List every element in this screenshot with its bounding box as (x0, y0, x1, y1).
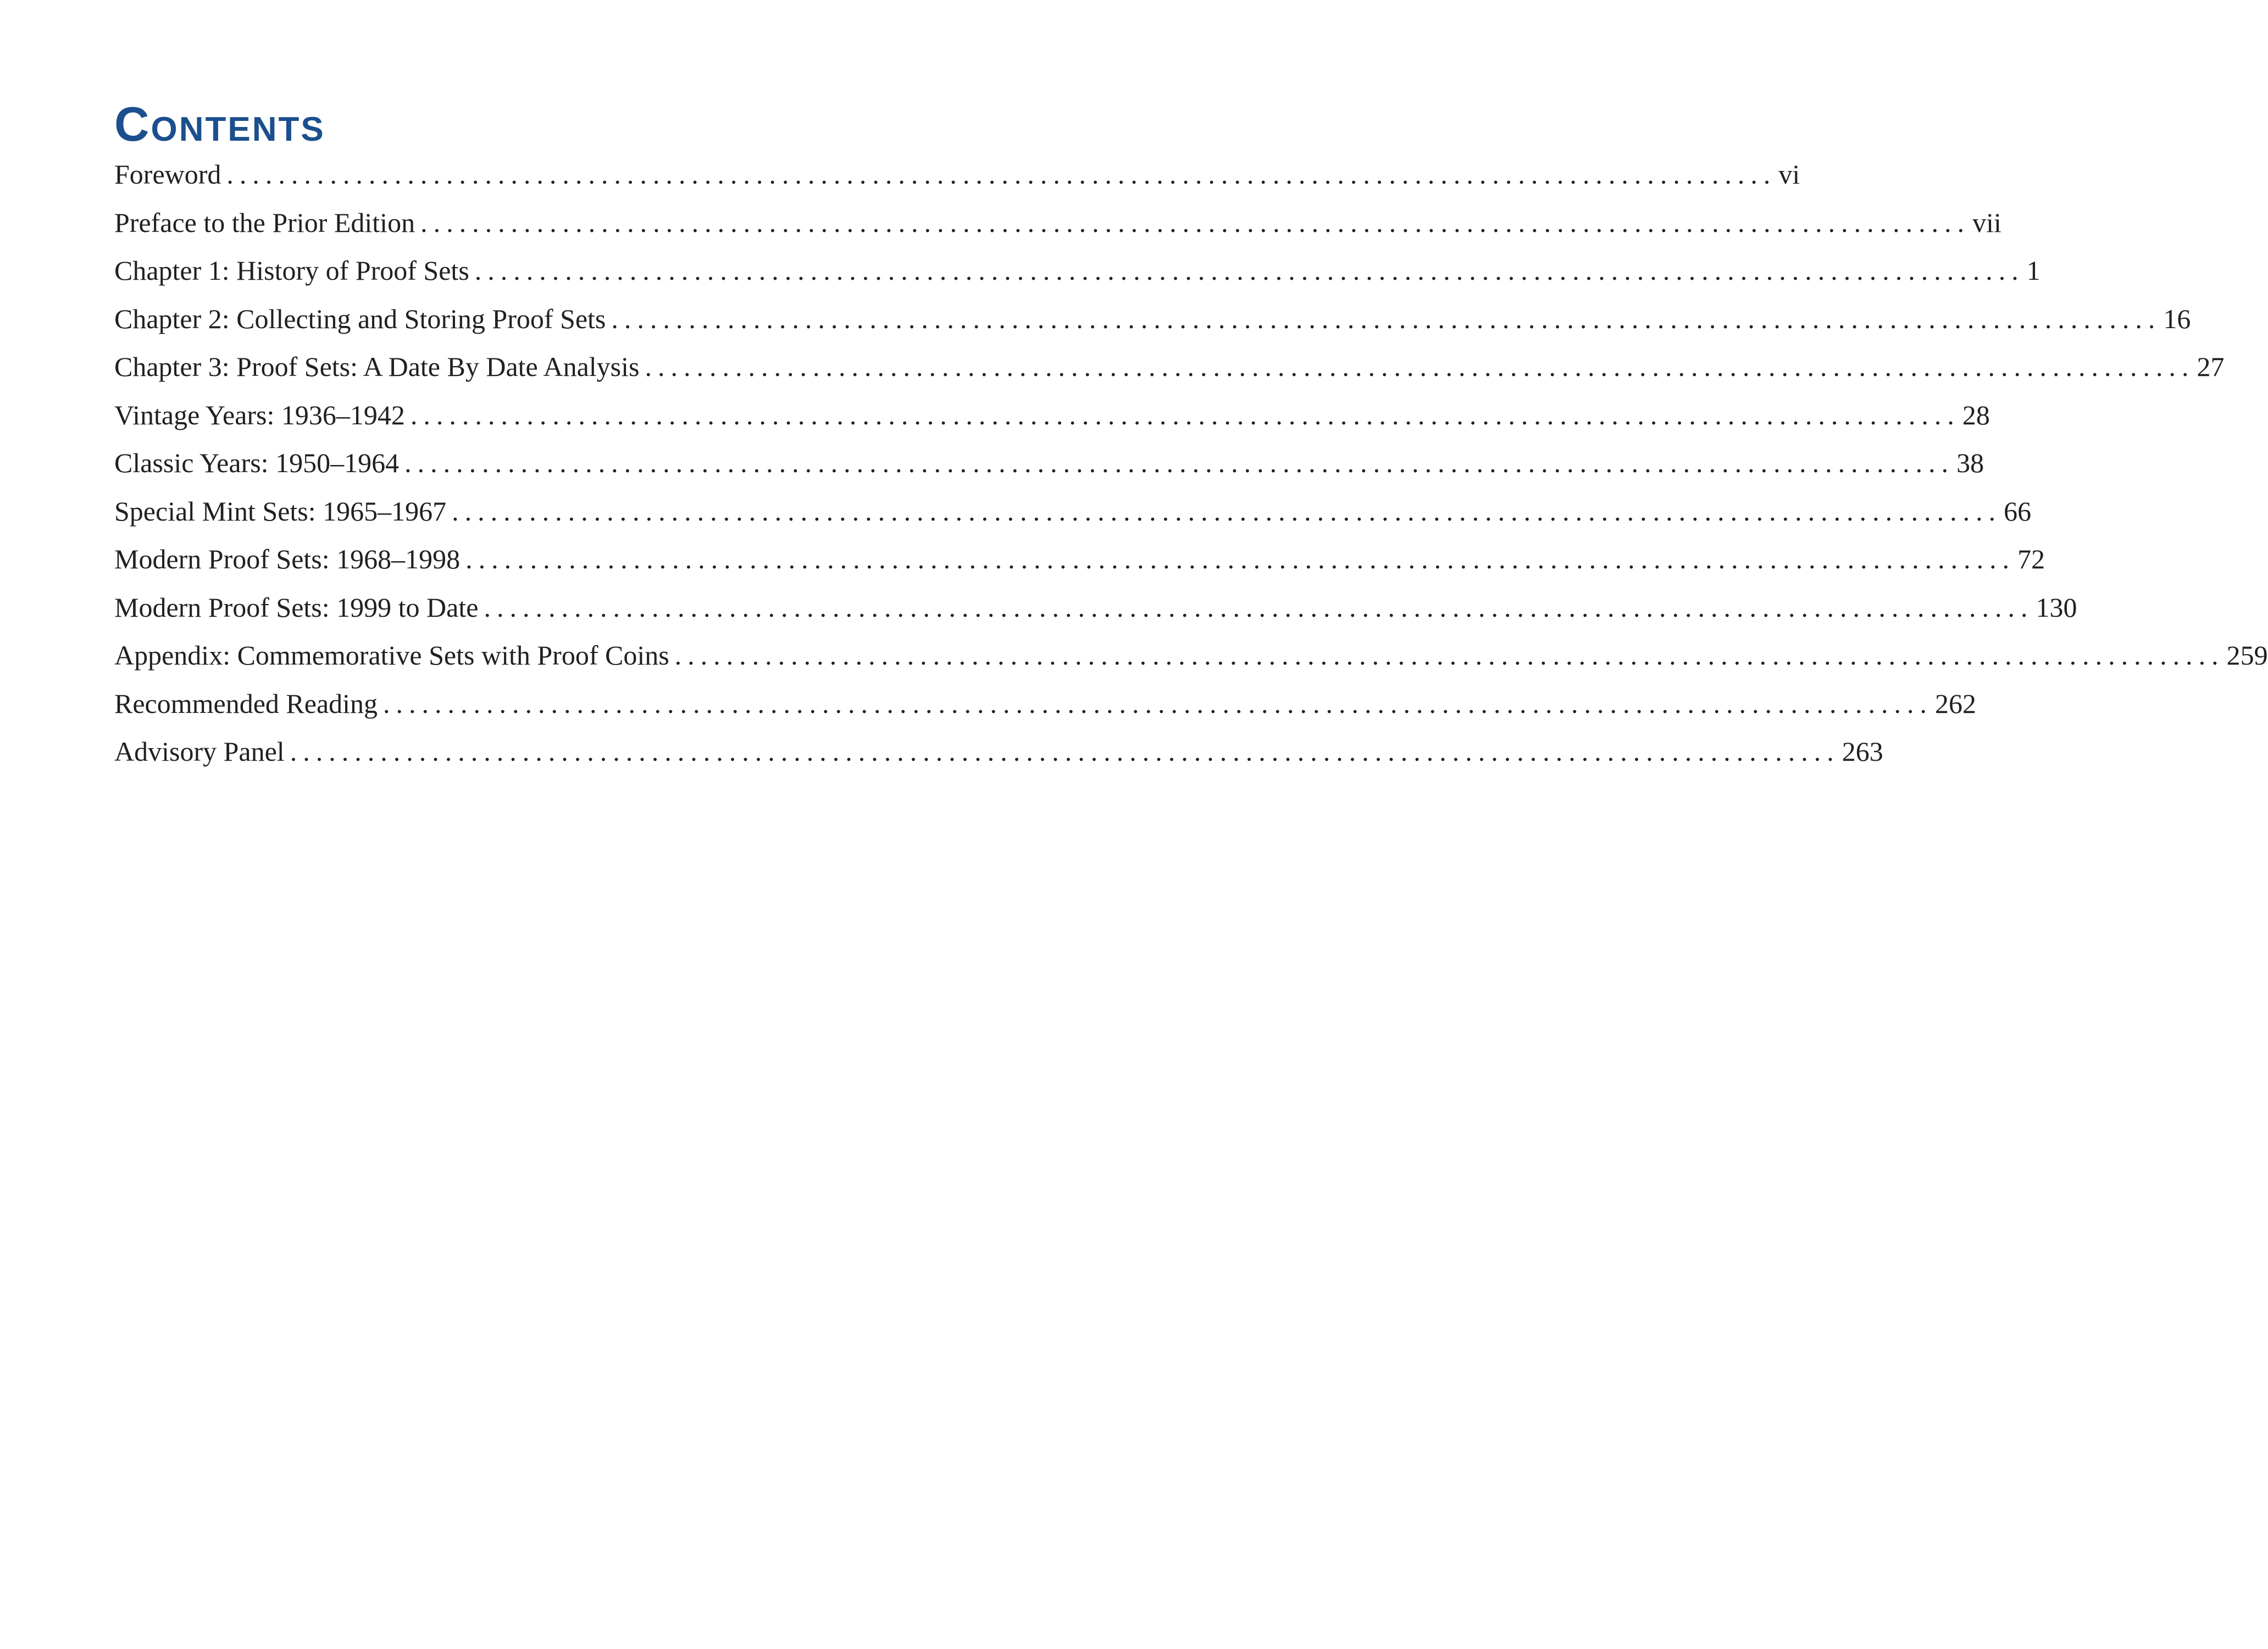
toc-entry (114, 632, 2268, 680)
toc-dot-leader: ........................................................................................................................ (290, 736, 1840, 767)
toc-entry-page: 263 (1842, 736, 1883, 767)
toc-entry-label: Advisory Panel (114, 736, 285, 767)
toc-dot-leader: ........................................................................................................................ (611, 303, 2161, 334)
toc-dot-leader: ........................................................................................................................ (410, 399, 1960, 430)
toc-entry-label: Chapter 1: History of Proof Sets (114, 255, 469, 286)
toc-entry-page: 262 (1935, 688, 1977, 719)
toc-entry-label: Special Mint Sets: 1965–1967 (114, 495, 447, 527)
toc-entry (114, 391, 1990, 440)
toc-entry-label: Recommended Reading (114, 688, 378, 719)
toc-entry (114, 680, 1977, 728)
toc-entry-page: 28 (1962, 399, 1990, 430)
toc-entry (114, 439, 1984, 488)
toc-entry-page: vii (1972, 207, 2001, 238)
toc-entry (114, 199, 2001, 247)
toc-entry-label: Modern Proof Sets: 1968–1998 (114, 544, 461, 574)
toc-entry (114, 295, 2191, 344)
toc-entry-page: 38 (1956, 447, 1984, 478)
toc-entry-label: Vintage Years: 1936–1942 (114, 399, 405, 430)
toc-dot-leader: ........................................................................................................................ (484, 591, 2034, 623)
toc-entry-page: 16 (2163, 303, 2191, 334)
toc-entry-label: Preface to the Prior Edition (114, 207, 415, 238)
table-of-contents (114, 97, 2268, 776)
toc-entry-label: Chapter 3: Proof Sets: A Date By Date Analysis (114, 351, 640, 382)
toc-entry (114, 728, 1883, 776)
toc-entry-page: 72 (2017, 544, 2045, 574)
toc-dot-leader: ........................................................................................................................ (465, 544, 2016, 574)
toc-dot-leader: ........................................................................................................................ (226, 159, 1777, 190)
toc-dot-leader: ........................................................................................................................ (674, 640, 2225, 671)
toc-dot-leader: ........................................................................................................................ (474, 255, 2025, 286)
toc-entry-page: 259 (2226, 640, 2268, 671)
toc-entry (114, 584, 2077, 632)
toc-dot-leader: ........................................................................................................................ (645, 351, 2195, 382)
toc-entry-page: 130 (2036, 591, 2077, 623)
toc-entry-page: 1 (2026, 255, 2040, 286)
toc-entry (114, 151, 1800, 199)
toc-dot-leader: ........................................................................................................................ (420, 207, 1971, 238)
toc-entry-label: Chapter 2: Collecting and Storing Proof Sets (114, 303, 606, 334)
toc-entry-label: Modern Proof Sets: 1999 to Date (114, 591, 479, 623)
toc-entry (114, 535, 2045, 584)
toc-entry (114, 343, 2225, 391)
toc-entry-page: 66 (2004, 495, 2032, 527)
toc-dot-leader: ........................................................................................................................ (452, 495, 2002, 527)
toc-dot-leader: ........................................................................................................................ (383, 688, 1933, 719)
toc-title: Contents (114, 97, 325, 151)
toc-entry-page: vi (1778, 159, 1800, 190)
toc-entry-label: Classic Years: 1950–1964 (114, 447, 400, 478)
toc-entry-label: Appendix: Commemorative Sets with Proof Coins (114, 640, 669, 671)
toc-entry-label: Foreword (114, 159, 221, 190)
toc-entry (114, 247, 2040, 295)
toc-entry-page: 27 (2197, 351, 2225, 382)
toc-entry (114, 488, 2032, 536)
toc-dot-leader: ........................................................................................................................ (404, 447, 1955, 478)
toc-list (114, 151, 2268, 776)
